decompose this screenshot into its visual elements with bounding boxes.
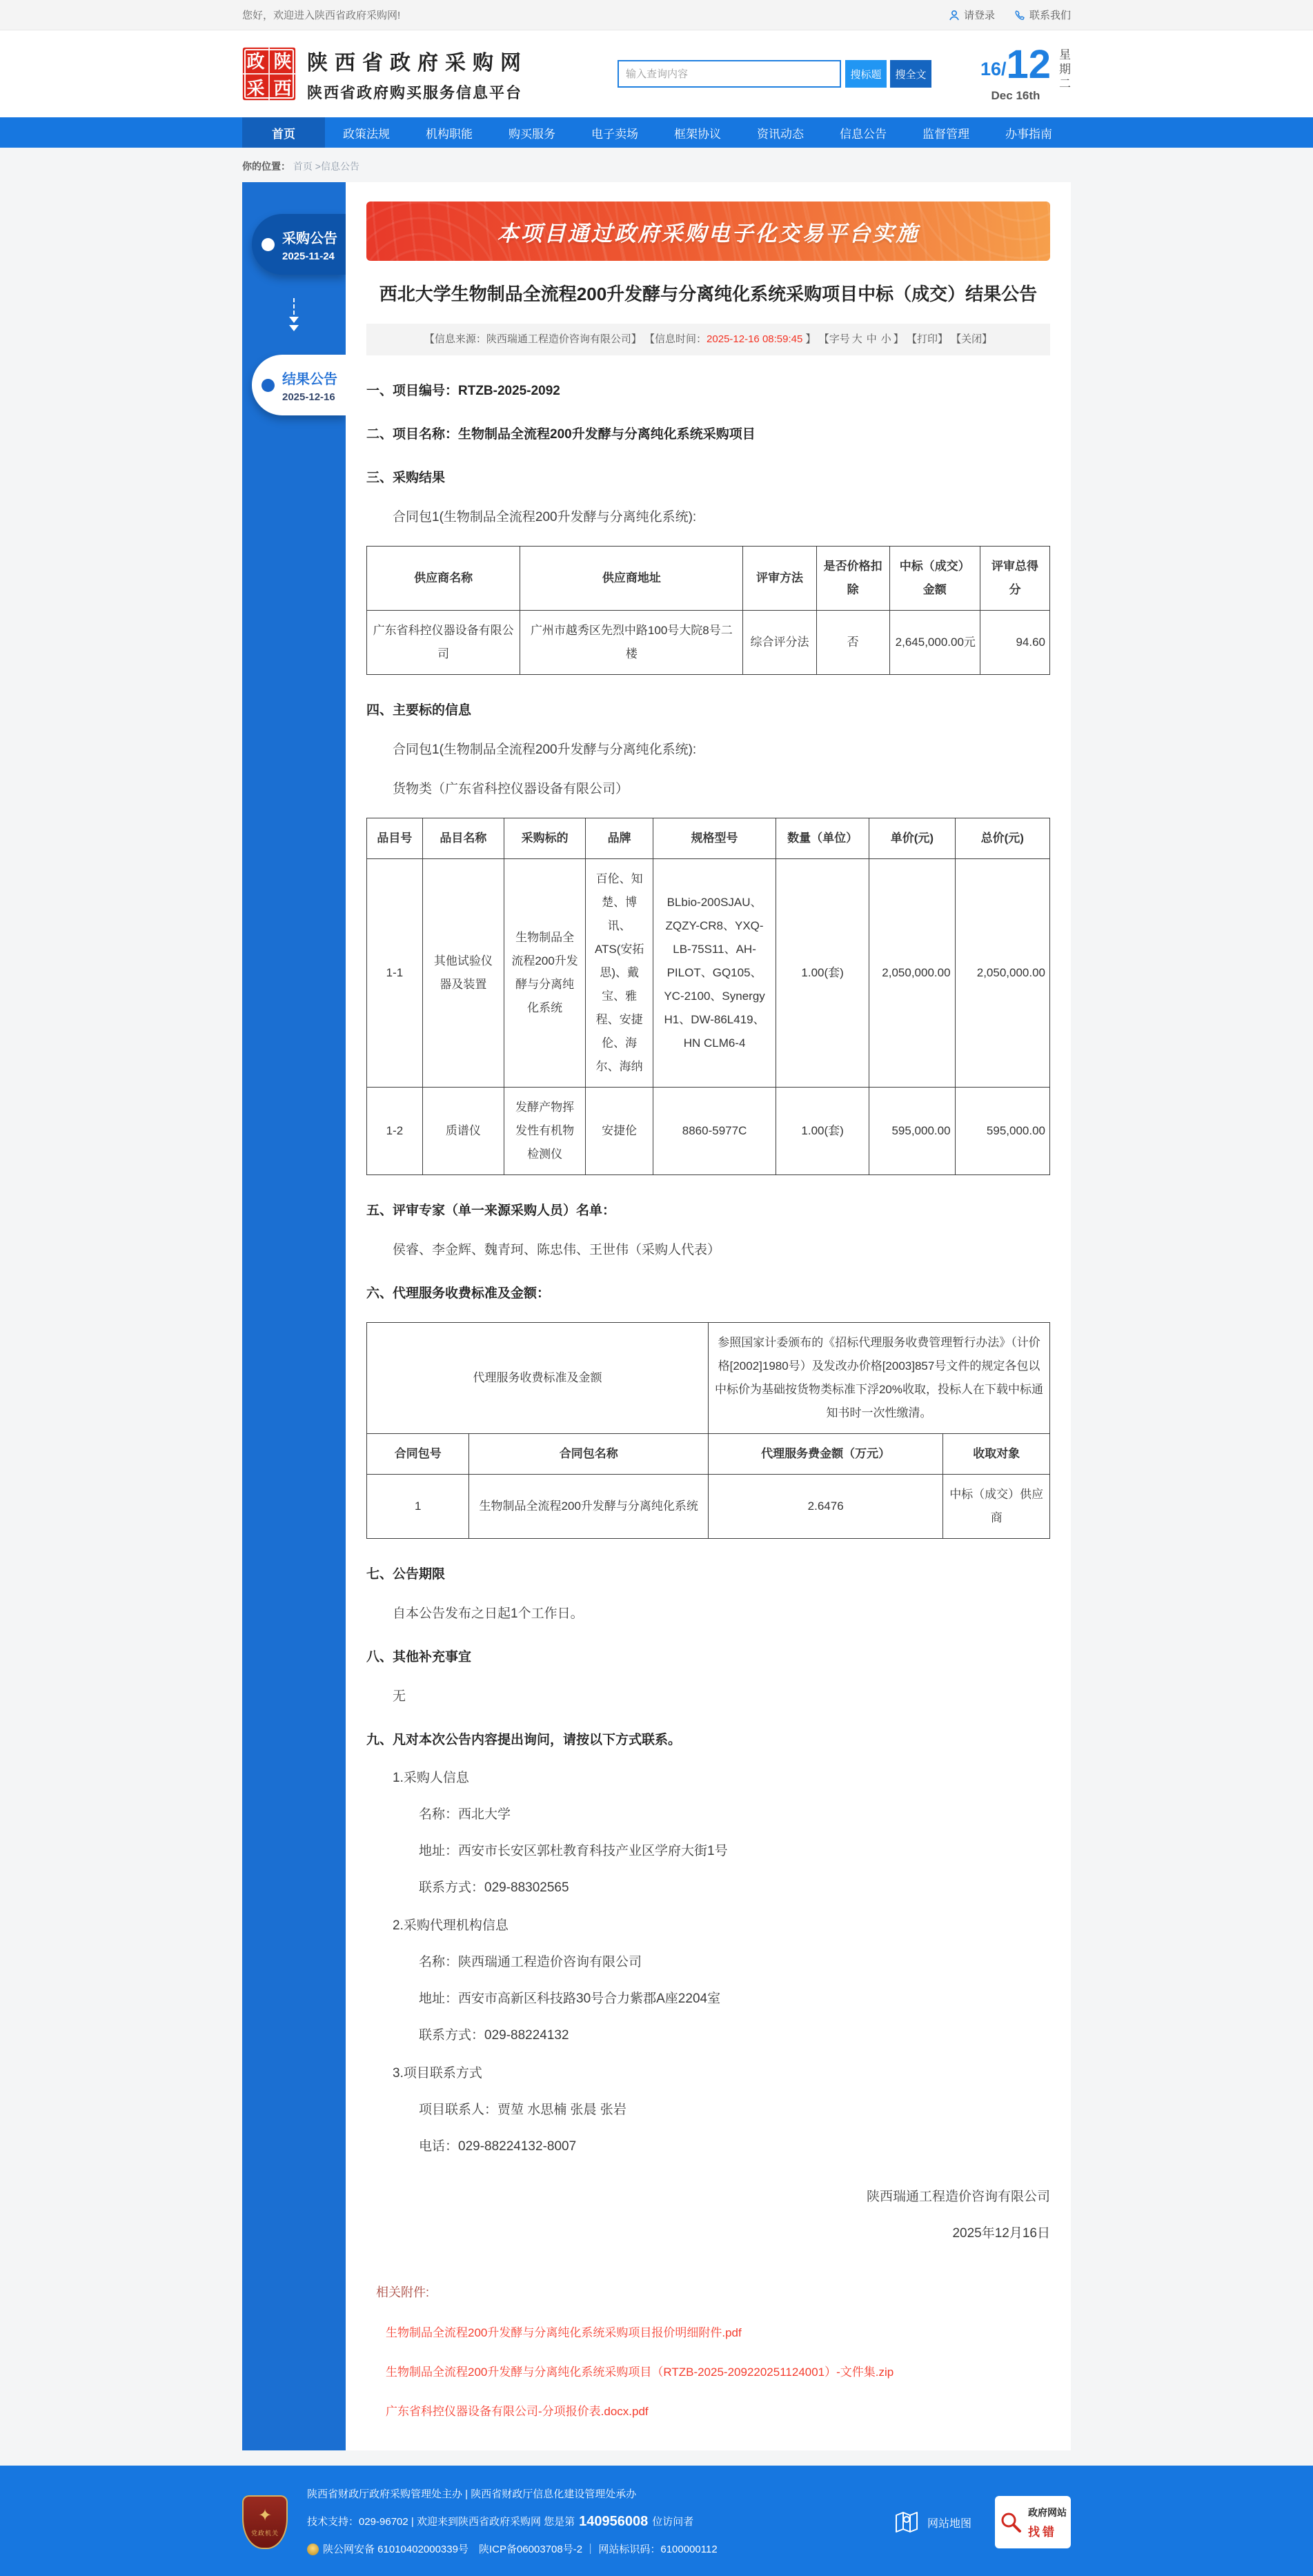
section-experts-heading: 五、评审专家（单一来源采购人员）名单： xyxy=(366,1203,616,1218)
table-header-cell: 总价(元) xyxy=(955,818,1049,859)
table-cell: 生物制品全流程200升发酵与分离纯化系统 xyxy=(469,1475,708,1539)
table-cell: 1.00(套) xyxy=(776,859,869,1088)
contact-group-heading-2: 2.采购代理机构信息 xyxy=(393,1918,509,1933)
date-widget xyxy=(980,42,1071,103)
fontsize-suffix: 】 xyxy=(893,333,904,345)
timeline-arrow-icon xyxy=(242,298,346,331)
data-table xyxy=(366,546,1050,675)
table-row xyxy=(367,1088,1050,1175)
timeline-dot-icon xyxy=(261,379,275,392)
timeline-item-label: 采购公告 xyxy=(282,230,337,246)
table-cell: 2,050,000.00 xyxy=(955,859,1049,1088)
table-cell: 生物制品全流程200升发酵与分离纯化系统 xyxy=(504,859,586,1088)
contact-line: 名称：陕西瑞通工程造价咨询有限公司 xyxy=(419,1955,642,1969)
table-cell: 1-2 xyxy=(367,1088,423,1175)
date-english: Dec 16th xyxy=(991,89,1040,102)
timeline-sidebar xyxy=(242,182,346,2450)
main-nav xyxy=(0,117,1313,148)
date-day: 12 xyxy=(1006,42,1051,87)
nav-item-4[interactable]: 电子卖场 xyxy=(591,127,638,141)
footer-support-suffix: 位访问者 xyxy=(652,2515,694,2528)
contact-line: 电话：029-88224132-8007 xyxy=(419,2139,577,2154)
breadcrumb-separator: > xyxy=(312,161,321,172)
announcement-panel xyxy=(346,182,1071,2450)
agency-fee-merged-label: 代理服务收费标准及金额 xyxy=(367,1323,709,1434)
contact-group-heading-1: 1.采购人信息 xyxy=(393,1771,469,1785)
search-bar xyxy=(618,60,931,88)
table-cell: 2.6476 xyxy=(708,1475,942,1539)
table-header-cell: 中标（成交）金额 xyxy=(889,547,980,611)
login-label: 请登录 xyxy=(963,10,995,21)
fontsize-小-button[interactable]: 小 xyxy=(880,333,891,345)
timeline-item-0[interactable] xyxy=(252,214,346,275)
info-source: 【信息来源：陕西瑞通工程造价咨询有限公司】 xyxy=(424,333,642,345)
info-time-value: 2025-12-16 08:59:45 xyxy=(707,333,803,345)
footer-icp-line xyxy=(307,2544,718,2555)
contact-line: 联系方式：029-88302565 xyxy=(419,1880,569,1895)
table-header-cell: 收取对象 xyxy=(943,1434,1050,1475)
logo-char: 政 xyxy=(242,47,269,74)
table-cell: 否 xyxy=(816,611,889,675)
gov-site-error-report-badge[interactable] xyxy=(995,2496,1071,2548)
announcement-title: 西北大学生物制品全流程200升发酵与分离纯化系统采购项目中标（成交）结果公告 xyxy=(379,284,1038,304)
contract-package-line-2: 合同包1(生物制品全流程200升发酵与分离纯化系统): xyxy=(393,743,697,757)
table-cell: 94.60 xyxy=(980,611,1049,675)
weekday-char: 星 xyxy=(1059,48,1071,61)
content-area xyxy=(242,182,1071,2450)
search-input[interactable] xyxy=(618,60,841,88)
announcement-meta-bar xyxy=(366,324,1050,355)
table-cell: 2,050,000.00 xyxy=(869,859,955,1088)
section-agency-fee-heading: 六、代理服务收费标准及金额： xyxy=(366,1286,551,1301)
breadcrumb-current-link[interactable]: 信息公告 xyxy=(320,161,359,172)
table-row xyxy=(367,611,1050,675)
site-title: 陕西省政府采购网 xyxy=(307,51,528,75)
table-header-cell: 供应商名称 xyxy=(367,547,520,611)
nav-item-9[interactable]: 办事指南 xyxy=(1005,127,1052,141)
section-inquiry-heading: 九、凡对本次公告内容提出询问，请按以下方式联系。 xyxy=(366,1733,682,1747)
signature-date: 2025年12月16日 xyxy=(952,2226,1050,2241)
table-cell: 2,645,000.00元 xyxy=(889,611,980,675)
table-cell: 综合评分法 xyxy=(743,611,816,675)
table-header-cell: 品目名称 xyxy=(422,818,504,859)
attachments-section xyxy=(366,2283,1050,2419)
table-cell: 1 xyxy=(367,1475,469,1539)
period-text: 自本公告发布之日起1个工作日。 xyxy=(393,1606,584,1621)
table-cell: 595,000.00 xyxy=(869,1088,955,1175)
section-result-heading: 三、采购结果 xyxy=(366,471,446,485)
top-utility-bar xyxy=(0,0,1313,30)
table-cell: 百伦、知楚、博讯、ATS(安拓思)、戴宝、雅程、安捷伦、海尔、海纳 xyxy=(586,859,653,1088)
agency-fee-table xyxy=(366,1322,1050,1539)
agency-fee-merged-text: 参照国家计委颁布的《招标代理服务收费管理暂行办法》（计价格[2002]1980号）及发改办价格[2003]857号文件的规定各包以中标价为基础按货物类标准下浮20%收取，投标人在下载中标通知书时一次性缴清。 xyxy=(708,1323,1049,1434)
table-row xyxy=(367,859,1050,1088)
table-header-cell: 合同包名称 xyxy=(469,1434,708,1475)
contact-line: 联系方式：029-88224132 xyxy=(419,2028,569,2043)
info-time-prefix: 【信息时间： xyxy=(644,333,707,345)
section-supplement-heading: 八、其他补充事宜 xyxy=(366,1650,472,1664)
table-header-cell: 供应商地址 xyxy=(520,547,743,611)
table-cell: 1-1 xyxy=(367,859,423,1088)
site-subtitle: 陕西省政府购买服务信息平台 xyxy=(307,83,523,101)
footer-icp-text: 陕公网安备 61010402000339号 陕ICP备06003708号-2 ｜ 网站标识码：6100000112 xyxy=(323,2544,718,2555)
table-cell: 广东省科控仪器设备有限公司 xyxy=(367,611,520,675)
table-header-cell: 评审总得分 xyxy=(980,547,1049,611)
fontsize-prefix: 【字号 xyxy=(818,333,850,345)
timeline-dot-icon xyxy=(261,238,275,251)
table-cell: 安捷伦 xyxy=(586,1088,653,1175)
nav-item-6[interactable]: 资讯动态 xyxy=(757,127,804,141)
breadcrumb xyxy=(242,148,1071,182)
timeline-item-date: 2025-11-24 xyxy=(282,250,335,262)
attachment-link-3[interactable]: 广东省科控仪器设备有限公司-分项报价表.docx.pdf xyxy=(386,2405,649,2418)
section-subject-heading: 四、主要标的信息 xyxy=(366,703,472,718)
table-header-cell: 评审方法 xyxy=(743,547,816,611)
public-security-badge-icon xyxy=(307,2544,319,2555)
data-table xyxy=(366,818,1050,1175)
contact-group-heading-3: 3.项目联系方式 xyxy=(393,2066,482,2081)
print-button[interactable]: 【打印】 xyxy=(906,333,948,345)
signature-block xyxy=(366,2186,1050,2241)
table-cell: 广州市越秀区先烈中路100号大院8号二楼 xyxy=(520,611,743,675)
platform-banner-text: 本项目通过政府采购电子化交易平台实施 xyxy=(497,221,920,246)
contact-us-label: 联系我们 xyxy=(1029,10,1071,21)
timeline-item-1[interactable] xyxy=(252,355,346,415)
table-header-cell: 品目号 xyxy=(367,818,423,859)
platform-banner xyxy=(366,201,1050,261)
contact-line: 项目联系人：贾堃 水思楠 张晨 张岩 xyxy=(419,2103,626,2117)
experts-names: 侯睿、李金辉、魏青珂、陈忠伟、王世伟（采购人代表） xyxy=(393,1243,721,1257)
goods-category-line: 货物类（广东省科控仪器设备有限公司） xyxy=(393,782,629,796)
logo-char: 西 xyxy=(269,74,296,101)
attachments-label: 相关附件: xyxy=(376,2285,430,2299)
table-cell: 8860-5977C xyxy=(653,1088,776,1175)
info-time-suffix: 】 xyxy=(802,333,816,345)
table-cell: 质谱仪 xyxy=(422,1088,504,1175)
table-cell: 595,000.00 xyxy=(955,1088,1049,1175)
footer-support-prefix: 技术支持：029-96702 | 欢迎来到陕西省政府采购网 您是第 xyxy=(307,2515,575,2528)
timeline-item-label: 结果公告 xyxy=(282,371,337,387)
table-header-cell: 采购标的 xyxy=(504,818,586,859)
contact-line: 地址：西安市高新区科技路30号合力紫郡A座2204室 xyxy=(419,1992,721,2006)
contract-package-line: 合同包1(生物制品全流程200升发酵与分离纯化系统): xyxy=(393,510,697,524)
nav-item-1[interactable]: 政策法规 xyxy=(343,127,390,141)
section-period-heading: 七、公告期限 xyxy=(366,1567,446,1582)
nav-item-5[interactable]: 框架协议 xyxy=(674,127,721,141)
weekday-char: 二 xyxy=(1059,77,1071,90)
nav-item-7[interactable]: 信息公告 xyxy=(840,127,887,141)
fontsize-大-button[interactable]: 大 xyxy=(851,333,862,345)
fontsize-中-button[interactable]: 中 xyxy=(866,333,877,345)
search-title-button[interactable]: 搜标题 xyxy=(845,60,887,88)
table-row xyxy=(367,1475,1050,1539)
attachment-link-1[interactable]: 生物制品全流程200升发酵与分离纯化系统采购项目报价明细附件.pdf xyxy=(386,2326,742,2339)
nav-item-3[interactable]: 购买服务 xyxy=(509,127,555,141)
table-cell: BLbio-200SJAU、ZQZY-CR8、YXQ-LB-75S11、AH-PILOT、GQ105、YC-2100、Synergy H1、DW-86L419、HN CLM6-4 xyxy=(653,859,776,1088)
nav-item-0[interactable]: 首页 xyxy=(242,117,325,148)
user-icon xyxy=(949,10,960,21)
timeline-item-date: 2025-12-16 xyxy=(282,391,335,403)
table-cell: 发酵产物挥发性有机物检测仪 xyxy=(504,1088,586,1175)
weekday-char: 期 xyxy=(1059,63,1071,76)
signature-org: 陕西瑞通工程造价咨询有限公司 xyxy=(866,2190,1050,2204)
breadcrumb-home-link[interactable]: 首页 xyxy=(293,161,313,172)
contact-line: 地址：西安市长安区郭杜教育科技产业区学府大街1号 xyxy=(419,1844,728,1858)
date-weekday xyxy=(1059,48,1071,91)
nav-item-8[interactable]: 监督管理 xyxy=(922,127,969,141)
visitor-count: 140956008 xyxy=(579,2514,649,2529)
contact-us-button[interactable] xyxy=(1014,8,1071,22)
phone-icon xyxy=(1014,10,1025,21)
table-header-cell: 是否价格扣除 xyxy=(816,547,889,611)
footer-organizer-line: 陕西省财政厅政府采购管理处主办 | 陕西省财政厅信息化建设管理处承办 xyxy=(307,2488,637,2500)
section-project-number: 一、项目编号：RTZB-2025-2092 xyxy=(366,384,560,398)
table-cell: 1.00(套) xyxy=(776,1088,869,1175)
table-header-cell: 合同包号 xyxy=(367,1434,469,1475)
nav-item-2[interactable]: 机构职能 xyxy=(426,127,473,141)
table-header-cell: 数量（单位） xyxy=(776,818,869,859)
attachment-link-2[interactable]: 生物制品全流程200升发酵与分离纯化系统采购项目（RTZB-2025-209220251124001）-文件集.zip xyxy=(386,2366,894,2379)
sitemap-link[interactable] xyxy=(893,2508,971,2536)
footer-support-line xyxy=(307,2515,718,2528)
site-logo xyxy=(242,47,296,101)
magnifier-icon xyxy=(999,2510,1023,2534)
emblem-text: 党政机关 xyxy=(250,2529,279,2537)
table-header-cell: 品牌 xyxy=(586,818,653,859)
site-footer xyxy=(0,2466,1313,2576)
table-header-cell: 单价(元) xyxy=(869,818,955,859)
breadcrumb-prefix: 你的位置： xyxy=(242,161,290,172)
login-button[interactable] xyxy=(949,8,995,22)
welcome-text: 您好，欢迎进入陕西省政府采购网! xyxy=(242,10,401,21)
map-icon xyxy=(893,2508,920,2536)
table-cell: 中标（成交）供应商 xyxy=(943,1475,1050,1539)
logo-char: 采 xyxy=(242,74,269,101)
table-cell: 其他试验仪器及装置 xyxy=(422,859,504,1088)
section-project-name: 二、项目名称：生物制品全流程200升发酵与分离纯化系统采购项目 xyxy=(366,427,756,442)
err-badge-bottom-text: 找错 xyxy=(1028,2525,1057,2539)
sitemap-label: 网站地图 xyxy=(927,2517,971,2530)
table-header-cell: 代理服务费金额（万元） xyxy=(708,1434,942,1475)
contact-line: 名称：西北大学 xyxy=(419,1807,511,1822)
date-month-day: 16/ xyxy=(980,59,1007,79)
search-fulltext-button[interactable]: 搜全文 xyxy=(890,60,931,88)
err-badge-top-text: 政府网站 xyxy=(1028,2506,1067,2518)
site-header xyxy=(0,30,1313,117)
table-header-cell: 规格型号 xyxy=(653,818,776,859)
supplement-text: 无 xyxy=(393,1689,406,1704)
close-button[interactable]: 【关闭】 xyxy=(951,333,993,345)
logo-char: 陕 xyxy=(269,47,296,74)
government-emblem-icon: ✦ 党政机关 xyxy=(242,2495,288,2549)
